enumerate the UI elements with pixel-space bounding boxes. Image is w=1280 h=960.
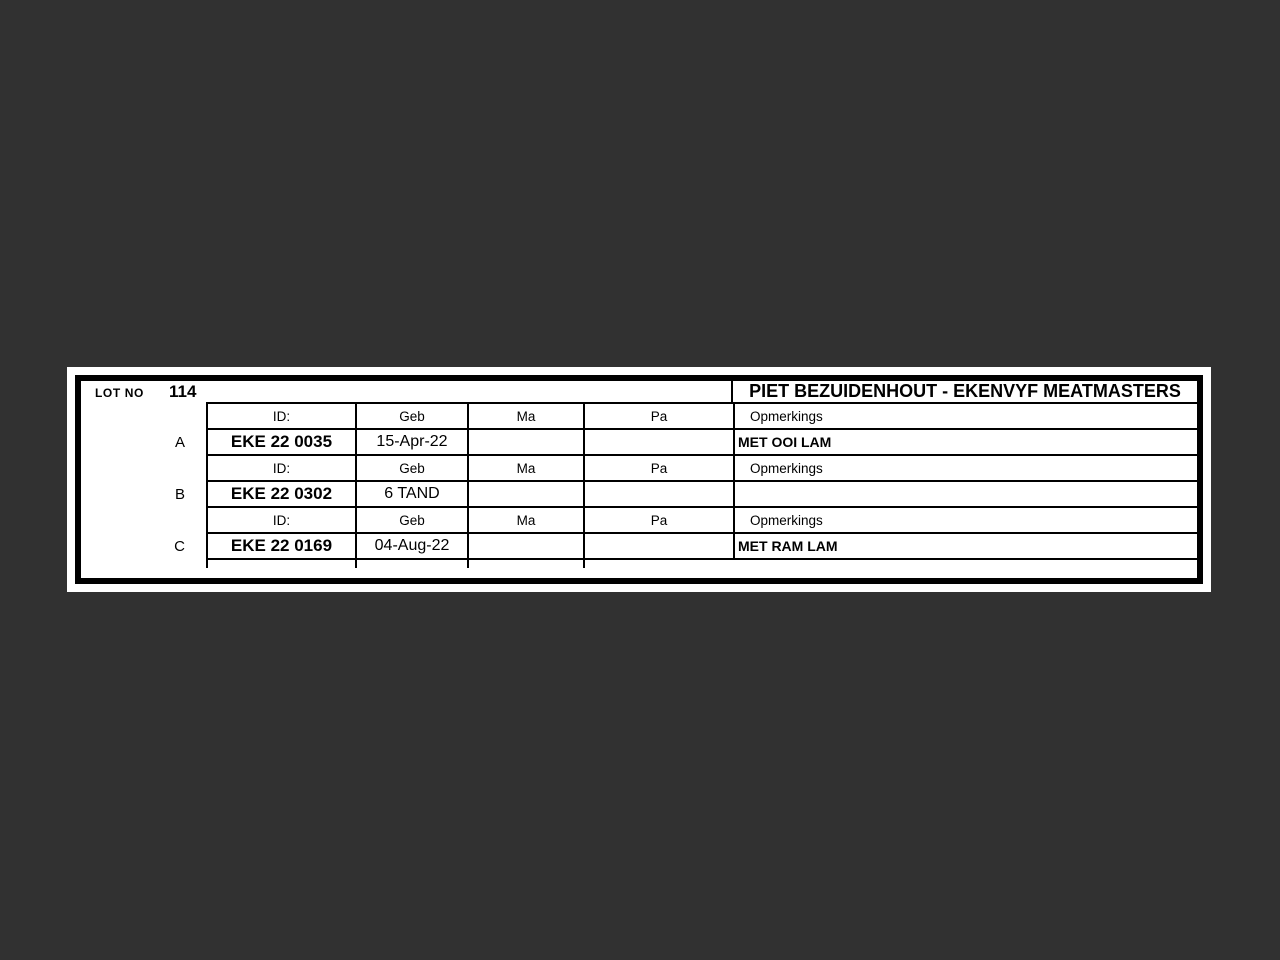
animal-geb: 6 TAND — [357, 482, 469, 508]
lot-number: 114 — [169, 382, 197, 401]
header-pa: Pa — [585, 456, 735, 482]
animal-id: EKE 22 0035 — [208, 430, 357, 456]
cutoff-gridline — [355, 560, 357, 568]
header-pa: Pa — [585, 404, 735, 430]
header-geb: Geb — [357, 456, 469, 482]
animal-pa — [585, 430, 735, 456]
header-ma: Ma — [469, 456, 585, 482]
animal-id: EKE 22 0169 — [208, 534, 357, 560]
header-id: ID: — [208, 404, 357, 430]
animal-table — [206, 402, 1197, 560]
animal-id: EKE 22 0302 — [208, 482, 357, 508]
animal-geb: 15-Apr-22 — [357, 430, 469, 456]
header-opmerkings: Opmerkings — [735, 404, 1197, 430]
animal-ma — [469, 430, 585, 456]
header-opmerkings: Opmerkings — [735, 456, 1197, 482]
row-label-a: A — [174, 434, 185, 451]
row-label-b: B — [174, 486, 185, 503]
animal-geb: 04-Aug-22 — [357, 534, 469, 560]
animal-pa — [585, 534, 735, 560]
header-ma: Ma — [469, 508, 585, 534]
header-pa: Pa — [585, 508, 735, 534]
animal-pa — [585, 482, 735, 508]
header-opmerkings: Opmerkings — [735, 508, 1197, 534]
lot-sheet-card — [67, 367, 1211, 592]
cutoff-gridline — [583, 560, 585, 568]
lot-no-label: LOT NO — [95, 386, 144, 400]
card-content — [81, 381, 1197, 578]
animal-ma — [469, 534, 585, 560]
row-label-c: C — [174, 538, 185, 555]
animal-opmerkings: MET RAM LAM — [735, 534, 1197, 560]
header-id: ID: — [208, 456, 357, 482]
cutoff-gridline — [467, 560, 469, 568]
header-geb: Geb — [357, 508, 469, 534]
header-id: ID: — [208, 508, 357, 534]
breeder-title: PIET BEZUIDENHOUT - EKENVYF MEATMASTERS — [731, 381, 1197, 404]
cutoff-gridline — [206, 560, 208, 568]
animal-ma — [469, 482, 585, 508]
card-frame — [75, 375, 1203, 584]
animal-opmerkings — [735, 482, 1197, 508]
header-ma: Ma — [469, 404, 585, 430]
header-geb: Geb — [357, 404, 469, 430]
animal-opmerkings: MET OOI LAM — [735, 430, 1197, 456]
